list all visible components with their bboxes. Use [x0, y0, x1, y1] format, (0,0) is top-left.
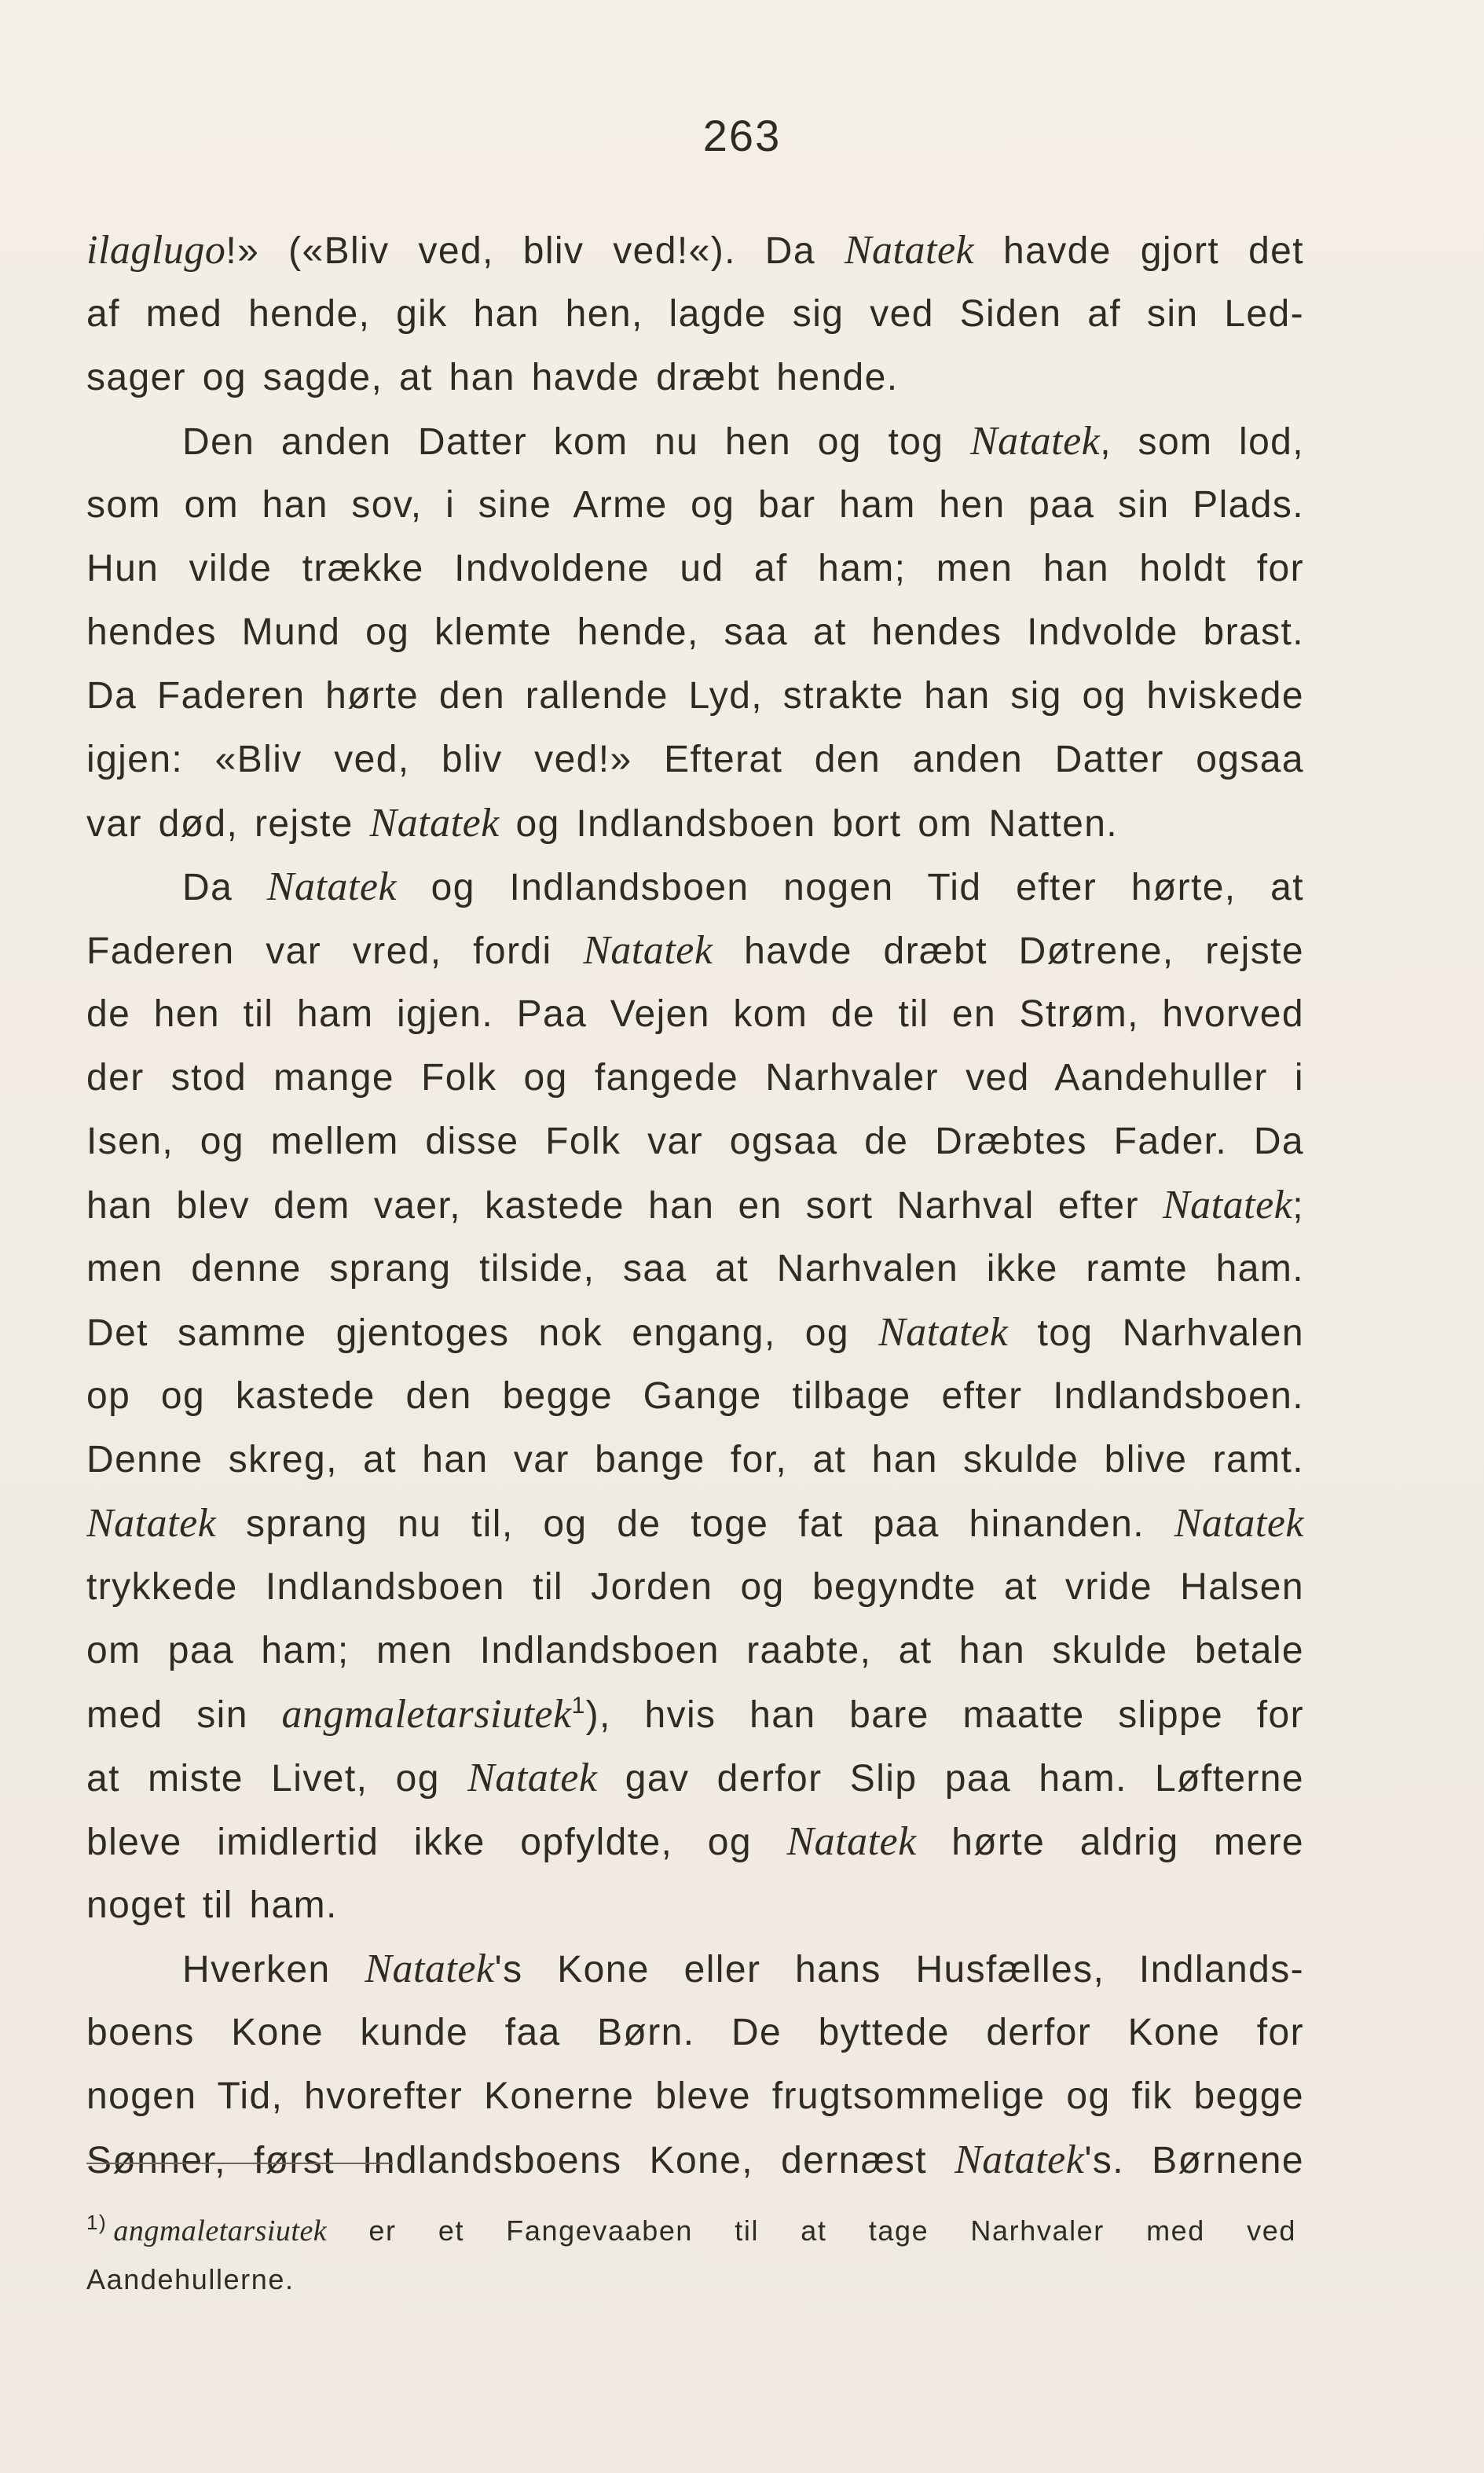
text-run: 's Kone eller hans Husfælles, Indlands-: [494, 1949, 1304, 1991]
text-line: [86, 600, 1304, 664]
text-line: [86, 919, 1304, 982]
text-line: [86, 1746, 1304, 1810]
text-run: op og kastede den begge Gange tilbage efter Indlandsboen.: [86, 1375, 1304, 1417]
footnote-reference: 1: [571, 1693, 586, 1719]
text-line: [86, 409, 1304, 473]
text-run: og Indlandsboen nogen Tid efter hørte, at: [397, 867, 1304, 908]
text-run: tog Narhvalen: [1008, 1312, 1304, 1354]
italic-term: Natatek: [86, 1501, 217, 1546]
text-run: nogen Tid, hvorefter Konerne bleve frugtsommelige og fik begge: [86, 2075, 1304, 2117]
text-run: hørte aldrig mere: [916, 1822, 1304, 1863]
text-line: [86, 982, 1304, 1046]
text-run: havde dræbt Døtrene, rejste: [713, 930, 1304, 972]
text-run: Da: [182, 867, 267, 908]
text-line: [86, 1619, 1304, 1682]
text-run: Sønner, først Indlandsboens Kone, dernæst: [86, 2140, 955, 2181]
italic-term: Natatek: [369, 801, 500, 846]
text-line: [86, 1364, 1304, 1428]
italic-term: Natatek: [844, 228, 975, 273]
text-run: var død, rejste: [86, 803, 370, 845]
text-line: [86, 664, 1304, 728]
text-run: trykkede Indlandsboen til Jorden og begyndte at vride Halsen: [86, 1566, 1304, 1608]
text-run: Faderen var vred, fordi: [86, 930, 584, 972]
footnote-divider: [86, 2163, 393, 2164]
italic-term: Natatek: [583, 928, 713, 973]
text-run: sprang nu til, og de toge fat paa hinanden.: [216, 1503, 1174, 1545]
text-run: , som lod,: [1100, 421, 1304, 463]
text-line: [86, 1492, 1304, 1555]
footnote: [86, 2207, 1296, 2304]
italic-term: angmaletarsiutek: [113, 2214, 328, 2247]
italic-term: Natatek: [878, 1310, 1009, 1355]
text-run: gav derfor Slip paa ham. Løfterne: [597, 1758, 1304, 1800]
text-run: Isen, og mellem disse Folk var ogsaa de Dræbtes Fader. Da: [86, 1121, 1304, 1162]
text-run: bleve imidlertid ikke opfyldte, og: [86, 1822, 787, 1863]
text-run: hendes Mund og klemte hende, saa at hendes Indvolde brast.: [86, 611, 1304, 653]
text-line: [86, 2001, 1304, 2064]
text-line: [86, 218, 1304, 282]
text-run: ;: [1292, 1185, 1304, 1227]
footnote-line: [86, 2255, 1296, 2304]
text-run: Den anden Datter kom nu hen og tog: [182, 421, 970, 463]
body-text: [86, 218, 1304, 2192]
text-line: [86, 2064, 1304, 2128]
text-run: og Indlandsboen bort om Natten.: [499, 803, 1119, 845]
text-run: ), hvis han bare maatte slippe for: [585, 1694, 1304, 1736]
text-run: Hverken: [182, 1949, 365, 1991]
text-line: [86, 1873, 1304, 1937]
italic-term: ilaglugo: [86, 228, 226, 273]
italic-term: Natatek: [1174, 1501, 1304, 1546]
text-run: der stod mange Folk og fangede Narhvaler ved Aandehuller i: [86, 1057, 1304, 1099]
text-run: boens Kone kunde faa Børn. De byttede derfor Kone for: [86, 2012, 1304, 2053]
text-line: [86, 1428, 1304, 1492]
text-run: Da Faderen hørte den rallende Lyd, strakte han sig og hviskede: [86, 675, 1304, 717]
italic-term: Natatek: [1163, 1183, 1293, 1227]
text-line: [86, 346, 1304, 409]
italic-term: Natatek: [266, 864, 398, 909]
text-run: Aandehullerne.: [86, 2263, 295, 2295]
text-line: [86, 1555, 1304, 1619]
text-line: [86, 1810, 1304, 1873]
text-run: 's. Børnene: [1084, 2140, 1304, 2181]
text-run: men denne sprang tilside, saa at Narhvalen ikke ramte ham.: [86, 1248, 1304, 1290]
text-run: !» («Bliv ved, bliv ved!«). Da: [225, 230, 845, 272]
text-line: [86, 1110, 1304, 1173]
text-line: [86, 473, 1304, 537]
text-run: som om han sov, i sine Arme og bar ham hen paa sin Plads.: [86, 484, 1304, 526]
text-run: Hun vilde trække Indvoldene ud af ham; men han holdt for: [86, 548, 1304, 589]
text-run: er et Fangevaaben til at tage Narhvaler med ved: [327, 2214, 1296, 2247]
italic-term: Natatek: [969, 419, 1101, 464]
italic-term: Natatek: [786, 1819, 917, 1864]
text-line: [86, 791, 1304, 855]
text-run: han blev dem vaer, kastede han en sort Narhval efter: [86, 1185, 1163, 1227]
text-run: med sin: [86, 1694, 282, 1736]
text-run: de hen til ham igjen. Paa Vejen kom de til en Strøm, hvorved: [86, 993, 1304, 1035]
text-line: [86, 1301, 1304, 1364]
text-line: [86, 282, 1304, 346]
text-line: [86, 1682, 1304, 1746]
text-run: af med hende, gik han hen, lagde sig ved Siden af sin Led-: [86, 293, 1304, 335]
footnote-marker: 1): [86, 2211, 108, 2234]
italic-term: angmaletarsiutek: [281, 1692, 572, 1737]
text-run: havde gjort det: [974, 230, 1304, 272]
text-run: om paa ham; men Indlandsboen raabte, at han skulde betale: [86, 1630, 1304, 1671]
text-run: Det samme gjentoges nok engang, og: [86, 1312, 879, 1354]
text-run: igjen: «Bliv ved, bliv ved!» Efterat den anden Datter ogsaa: [86, 739, 1304, 780]
text-line: [86, 2128, 1304, 2192]
text-line: [86, 1173, 1304, 1237]
italic-term: Natatek: [365, 1946, 495, 1991]
text-run: noget til ham.: [86, 1884, 338, 1926]
italic-term: Natatek: [467, 1756, 598, 1800]
text-line: [86, 1237, 1304, 1301]
text-line: [86, 537, 1304, 600]
italic-term: Natatek: [955, 2137, 1085, 2182]
footnote-line: [86, 2207, 1296, 2255]
text-line: [86, 728, 1304, 791]
text-line: [86, 1937, 1304, 2001]
text-line: [86, 855, 1304, 919]
text-run: Denne skreg, at han var bange for, at han skulde blive ramt.: [86, 1439, 1304, 1480]
text-run: at miste Livet, og: [86, 1758, 468, 1800]
page-number: 263: [702, 111, 782, 160]
text-line: [86, 1046, 1304, 1110]
text-run: sager og sagde, at han havde dræbt hende.: [86, 357, 899, 398]
